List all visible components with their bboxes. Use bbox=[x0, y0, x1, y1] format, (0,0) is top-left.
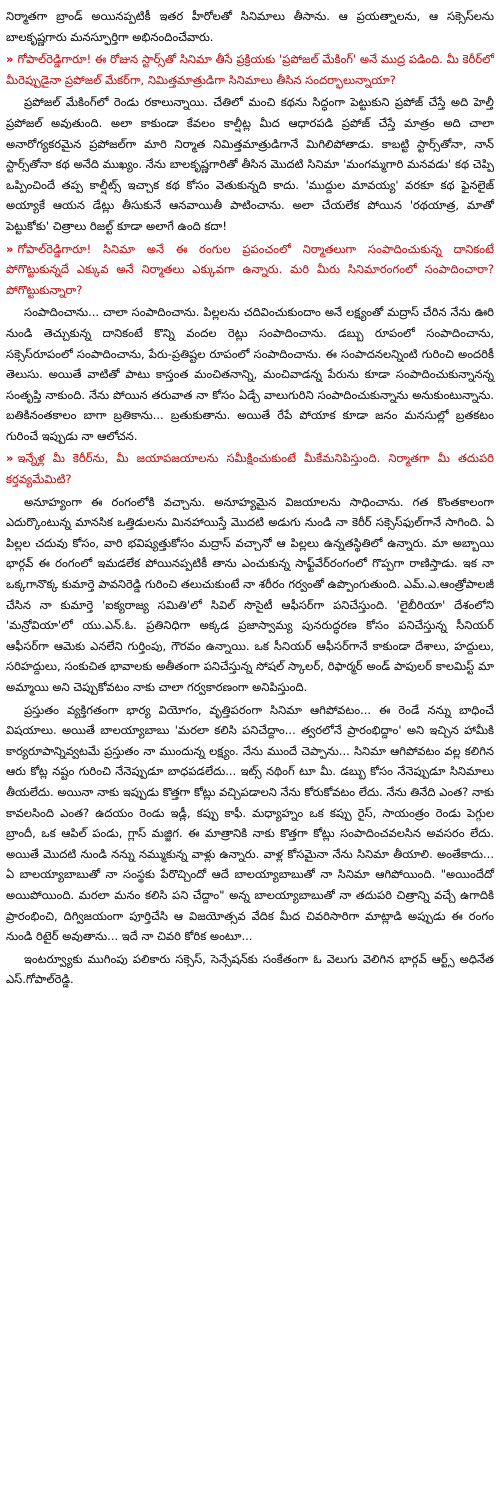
answer-1: ప్రపోజల్ మేకింగ్‌లో రెండు రకాలున్నాయి. చేతిలో మంచి కథను సిద్ధంగా పెట్టుకుని ప్రపోజ్ చేస్తే అది హెల్తీ ప్రపోజల్ అవుతుంది. అలా కాకుండా కేవలం కాల్షీట్ల మీద ఆధారపడి ప్రపోజ్ చేస్తే మాత్రం అది చాలా అనారోగ్యకరమైన ప్రపోజల్‌గా మారి నిర్మాత నిమిత్తమాత్రుడిగానే మిగిలిపోతాడు. కాబట్టి స్టార్స్‌తోనా, నాన్ స్టార్స్‌తోనా కథ అనేది ముఖ్యం. నేను బాలకృష్ణగారితో తీసిన మొదటి సినిమా 'మంగమ్మగారి మనవడు' కథ చెప్పి ఒప్పించిందే తప్ప కాల్షీట్స్ ఇచ్చాక కథ కోసం వెతుకున్నది కాదు. 'ముద్దుల మావయ్య' వరకూ కథ ఫైనలైజ్ అయ్యాకే ఆయన డేట్లు తీసుకునే ఆనవాయితీ పాటించాను. అలా చేయలేక పోయిన 'రథయాత్ర, మాతో పెట్టుకోకు' చిత్రాలు రిజల్ట్ కూడా అలాగే ఉంది కదా! bbox=[6, 95, 494, 233]
double-arrow-icon: » bbox=[6, 451, 14, 466]
question-2 bbox=[6, 239, 494, 301]
answer-3: అనూహ్యంగా ఈ రంగంలోకి వచ్చాను. అనూహ్యమైన విజయాలను సాధించాను. గత కొంతకాలంగా ఎదుర్కొంటున్న మానసిక ఒత్తిడులను మినహాయిస్తే మొదటి అడుగు నుండి నా కెరీర్ సక్సెస్‌ఫుల్‌గానే సాగింది. ఏ పిల్లల చదువు కోసం, వారి భవిష్యత్తుకోసం మద్రాస్ వచ్చానో ఆ పిల్లలు ఉన్నతస్థితిలో ఉన్నారు. మా అబ్బాయి భార్గవ్ ఈ రంగంలో ఇమడలేక పోయినప్పటికీ తాను ఎంచుకున్న సాఫ్ట్‌వేర్‌రంగంలో గొప్పగా రాణిస్తాడు. ఇక నా ఒక్కగానొక్క కుమార్తె పావనిరెడ్డి గురించి తలుచుకుంటే నా శరీరం గర్వంతో ఉప్పొంగుతుంది. ఎమ్.ఎ.ఆంత్రోపాలజీ చేసిన నా కుమార్తె 'ఐక్యరాజ్య సమితి'లో సివిల్ సొసైటీ ఆఫీసర్‌గా పనిచేస్తుంది. 'లైబీరియా' దేశంలోని 'మన్రోవియా'లో యు.ఎన్.ఓ. ప్రతినిధిగా అక్కడ ప్రజాస్వామ్య పునరుద్ధరణ కోసం పనిచేస్తున్న సీనియర్ ఆఫీసర్‌గా ఆమెకు ఎనలేని గుర్తింపు, గౌరవం ఉన్నాయి. ఒక సీనియర్ ఆఫీసర్‌గానే కాకుండా దేశాలు, హద్దులు, సరిహద్దులు, సంకుచిత భావాలకు అతీతంగా పనిచేస్తున్న సోషల్ స్కాలర్, రిఫార్మర్ అండ్ పాపులర్ కాలమిస్ట్ మా అమ్మాయి అని చెప్పుకోవటం నాకు చాలా గర్వకారణంగా అనిపిస్తుంది. bbox=[6, 494, 494, 694]
question-1-text: గోపాల్‌రెడ్డిగారూ! ఈ రోజున స్టార్స్‌తో సినిమా తీసే ప్రక్రియకు 'ప్రపోజల్ మేకింగ్' అనే ముద్ర పడింది. మీ కెరీర్‌లో మీరెప్పుడైనా ప్రపోజల్ మేకర్‌గా, నిమిత్తమాత్రుడిగా సినిమాలు తీసిన సందర్భాలున్నాయా? bbox=[6, 52, 494, 87]
double-arrow-icon: » bbox=[6, 241, 14, 256]
question-1 bbox=[6, 49, 494, 90]
double-arrow-icon: » bbox=[6, 52, 14, 67]
question-2-text: గోపాల్‌రెడ్డిగారూ! సినిమా అనే ఈ రంగుల ప్రపంచంలో నిర్మాతలుగా సంపాదించుకున్న దానికంటే పోగొట్టుకున్నదే ఎక్కువ అనే నిర్మాతలు ఎక్కువగా ఉన్నారు. మరి మీరు సినిమారంగంలో సంపాదించారా? పోగొట్టుకున్నారా? bbox=[6, 241, 494, 297]
question-3-text: ఇన్నేళ్ల మీ కెరీర్‌ను, మీ జయాపజయాలను సమీక్షించుకుంటే మీకేమనిపిస్తుంది. నిర్మాతగా మీ తదుపరి కర్తవ్యమేమిటి? bbox=[6, 451, 494, 487]
closing-paragraph-2: ఇంటర్వ్యూకు ముగింపు పలికారు సక్సెస్, సెన్సేషన్‌కు సంకేతంగా ఓ వెలుగు వెలిగిన భార్గవ్ ఆర్ట్స్ అధినేత ఎస్.గోపాల్‌రెడ్డి. bbox=[6, 951, 494, 987]
answer-2: సంపాదించాను... చాలా సంపాదించాను. పిల్లలను చదివించుకుందాం అనే లక్ష్యంతో మద్రాస్ చేరిన నేను ఊరి నుండి తెచ్చుకున్న దానికంటే కొన్ని వందల రెట్లు సంపాదించాను. డబ్బు రూపంలో సంపాదించాను, సక్సెస్‌రూపంలో సంపాదించాను, పేరు-ప్రతిష్టల రూపంలో సంపాదించాను. ఈ సంపాదనలన్నింటి గురించి అందరికీ తెలుసు. అయితే వాటితో పాటు కాస్తంత మంచితనాన్ని, మంచివాడన్న పేరును కూడా సంపాదించుకున్నానన్న సంతృప్తి నాకుంది. నేను పోయిన తరువాత నా కోసం ఏడ్చే వాలుగురిని సంపాదించుకున్నాను అనుకుంటున్నాను. బతికినంతకాలం బాగా బ్రతికాను... బ్రతుకుతాను. అయితే రేపే పోయాక కూడా జనం మనసుల్లో బ్రతకటం గురించే ఇప్పుడు నా ఆలోచన. bbox=[6, 305, 494, 443]
question-3 bbox=[6, 448, 494, 489]
intro-paragraph: నిర్మాతగా బ్రాండ్ అయినప్పటికీ ఇతర హీరోలతో సినిమాలు తీసాను. ఆ ప్రయత్నాలను, ఆ సక్సెస్‌లను బాలకృష్ణగారు మనస్ఫూర్తిగా అభినందించేవారు. bbox=[6, 9, 494, 44]
closing-paragraph-1: ప్రస్తుతం వ్యక్తిగతంగా భార్య వియోగం, వృత్తిపరంగా సినిమా ఆగిపోవటం... ఈ రెండే నన్ను బాధించే విషయాలు. అయితే బాలయ్యాబాబు 'మరలా కలిసి పనిచేద్దాం... త్వరలోనే ప్రారంభిద్దాం' అని ఇచ్చిన హామీకి కార్యరూపాన్నివ్వటమే ప్రస్తుతం నా ముందున్న లక్ష్యం. నేను ముందే చెప్పాను... సినిమా ఆగిపోవటం వల్ల కలిగిన ఆరు కోట్ల నష్టం గురించి నేనెప్పుడూ బాధపడలేదు... ఇట్స్ నథింగ్ టూ మీ. డబ్బు కోసం నేనెప్పుడూ సినిమాలు తీయలేదు. అయినా నాకు ఇప్పుడు కొత్తగా కోట్లు వచ్చిపడాలని నేను కోరుకోవటం లేదు. నేను తినేది ఎంత? నాకు కావలసింది ఎంత? ఉదయం రెండు ఇడ్లీ, కప్పు కాఫీ. మధ్యాహ్నం ఒక కప్పు రైస్, సాయంత్రం రెండు పెగ్గుల బ్రాందీ, ఒక ఆపిల్ పండు, గ్లాస్ మజ్జిగ. ఈ మాత్రానికి నాకు కొత్తగా కోట్లు సంపాదించవలసిన అవసరం లేదు. అయితే మొదటి నుండి నన్ను నమ్ముకున్న వాళ్లు ఉన్నారు. వాళ్ల కోసమైనా నేను సినిమా తీయాలి. అంతేకాదు... ఏ బాలయ్యాబాబుతో నా సంస్థకు పేరొచ్చిందో ఆదే బాలయ్యాబాబుతో నా సినిమా ఆగిపోయింది. "అయిందేదో అయిపోయింది. మరలా మనం కలిసి పని చేద్దాం" అన్న బాలయ్యాబాబుతో నా తదుపరి చిత్రాన్ని వచ్చే ఉగాదికి ప్రారంభించి, దిగ్విజయంగా పూర్తిచేసి ఆ విజయోత్సవ వేదిక మీద చివరిసారిగా మాట్లాడి అప్పుడు ఈ రంగం నుండి రిటైర్ అవుతాను... ఇదే నా చివరి కోరిక అంటూ... bbox=[6, 702, 494, 944]
